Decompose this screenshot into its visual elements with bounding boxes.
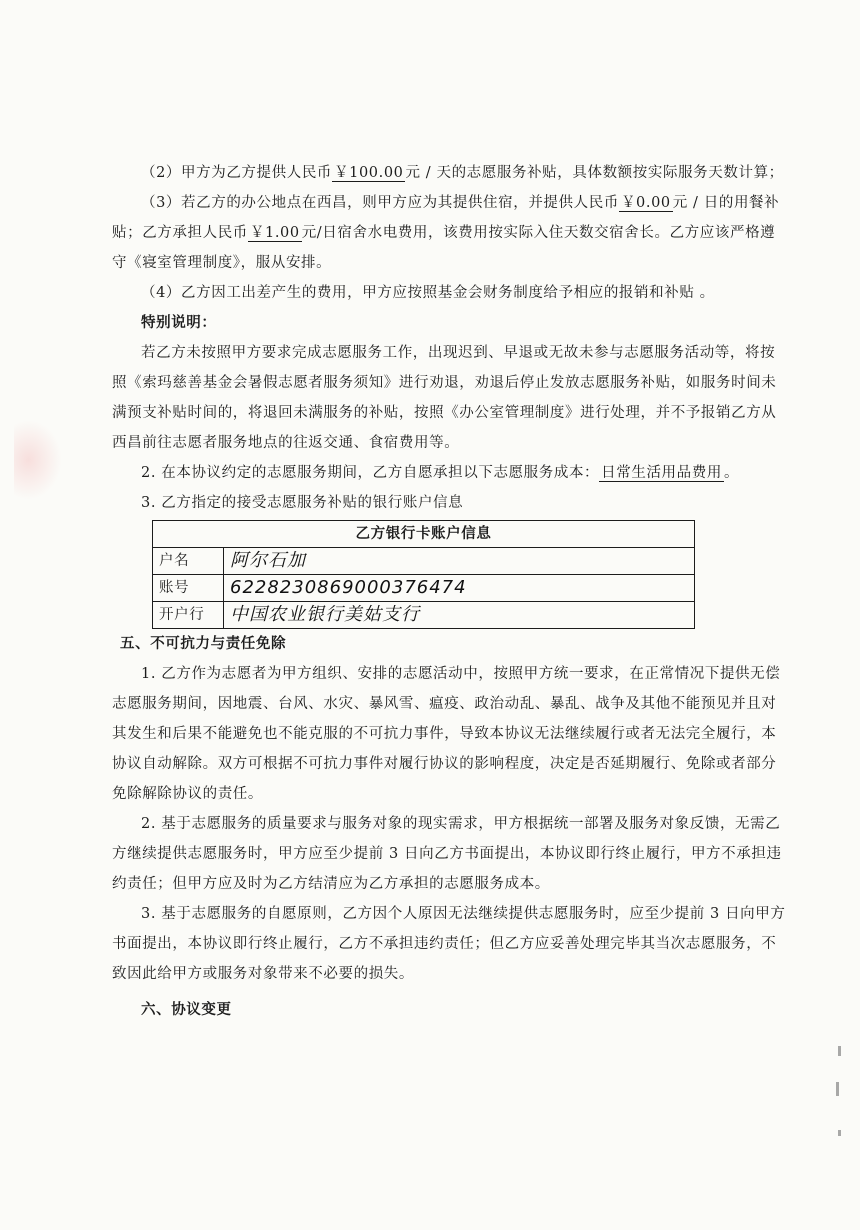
clause-4: （4）乙方因工出差产生的费用，甲方应按照基金会财务制度给予相应的报销和补贴 。	[141, 285, 715, 301]
clause-3-text: （3）若乙方的办公地点在西昌，则甲方应为其提供住宿，并提供人民币	[141, 195, 619, 211]
clause-3-text-mid: 元 / 日的用餐补贴；乙方承担人民币	[112, 195, 780, 241]
section-5-title: 五、不可抗力与责任免除	[120, 635, 287, 652]
bank-branch-value: 中国农业银行美姑支行	[224, 602, 695, 629]
red-seal-stamp	[14, 420, 62, 500]
document-body	[112, 158, 788, 1025]
meal-subsidy-amount: ￥0.00	[620, 195, 671, 211]
section-5-item-1: 1. 乙方作为志愿者为甲方组织、安排的志愿活动中，按照甲方统一要求，在正常情况下提供无偿志愿服务期间，因地震、台风、水灾、暴风雪、瘟疫、政治动乱、暴乱、战争及其他不能预见并且对其发生和后果不能避免也不能克服的不可抗力事件，导致本协议无法继续履行或者无法完全履行，本协议自动解除。双方可根据不可抗力事件对履行协议的影响程度，决定是否延期履行、免除或者部分免除解除协议的责任。	[112, 666, 781, 802]
clause-3-text-end: 元/日宿舍水电费用，该费用按实际入住天数交宿舍长。乙方应该严格遵守《寝室管理制度》，服从安排。	[112, 225, 776, 271]
clause-2	[112, 158, 788, 188]
scan-speck	[836, 1082, 839, 1096]
clause-2-text: （2）甲方为乙方提供人民币	[141, 165, 333, 181]
section-5-item-2: 2. 基于志愿服务的质量要求与服务对象的现实需求，甲方根据统一部署及服务对象反馈，无需乙方继续提供志愿服务时，甲方应至少提前 3 日向乙方书面提出，本协议即行终止履行，甲方不承担违约责任；但甲方应及时为乙方结清应为乙方承担的志愿服务成本。	[112, 816, 782, 892]
section-5-item-3: 3. 基于志愿服务的自愿原则，乙方因个人原因无法继续提供志愿服务时，应至少提前 3 日向甲方书面提出，本协议即行终止履行，乙方不承担违约责任；但乙方应妥善处理完毕其当次志愿服务，不致因此给甲方或服务对象带来不必要的损失。	[112, 906, 786, 982]
account-number-value: 6228230869000376474	[224, 575, 695, 602]
scan-speck	[838, 1130, 841, 1136]
item-3-title: 3. 乙方指定的接受志愿服务补贴的银行账户信息	[141, 495, 464, 511]
utility-fee-amount: ￥1.00	[249, 225, 300, 241]
bank-table-header: 乙方银行卡账户信息	[153, 521, 695, 548]
section-6-title: 六、协议变更	[141, 1001, 232, 1018]
account-name-value: 阿尔石加	[224, 548, 695, 575]
bank-account-table	[152, 520, 695, 629]
item-2-text: 2. 在本协议约定的志愿服务期间，乙方自愿承担以下志愿服务成本：	[141, 465, 600, 481]
special-note-title: 特别说明：	[141, 314, 217, 331]
account-number-label: 账号	[153, 575, 224, 602]
account-name-label: 户名	[153, 548, 224, 575]
self-borne-cost: 日常生活用品费用	[601, 465, 722, 481]
bank-branch-label: 开户行	[153, 602, 224, 629]
item-2	[112, 458, 788, 488]
clause-2-text-end: 元 / 天的志愿服务补贴，具体数额按实际服务天数计算；	[405, 165, 784, 181]
item-2-text-end: 。	[723, 465, 740, 481]
scan-speck	[838, 1046, 841, 1056]
special-note-text: 若乙方未按照甲方要求完成志愿服务工作，出现迟到、早退或无故未参与志愿服务活动等，将按照《索玛慈善基金会暑假志愿者服务须知》进行劝退，劝退后停止发放志愿服务补贴，如服务时间未满预支补贴时间的，将退回未满服务的补贴，按照《办公室管理制度》进行处理，并不予报销乙方从西昌前往志愿者服务地点的往返交通、食宿费用等。	[112, 345, 777, 451]
daily-subsidy-amount: ￥100.00	[334, 165, 404, 181]
clause-3	[112, 188, 788, 278]
